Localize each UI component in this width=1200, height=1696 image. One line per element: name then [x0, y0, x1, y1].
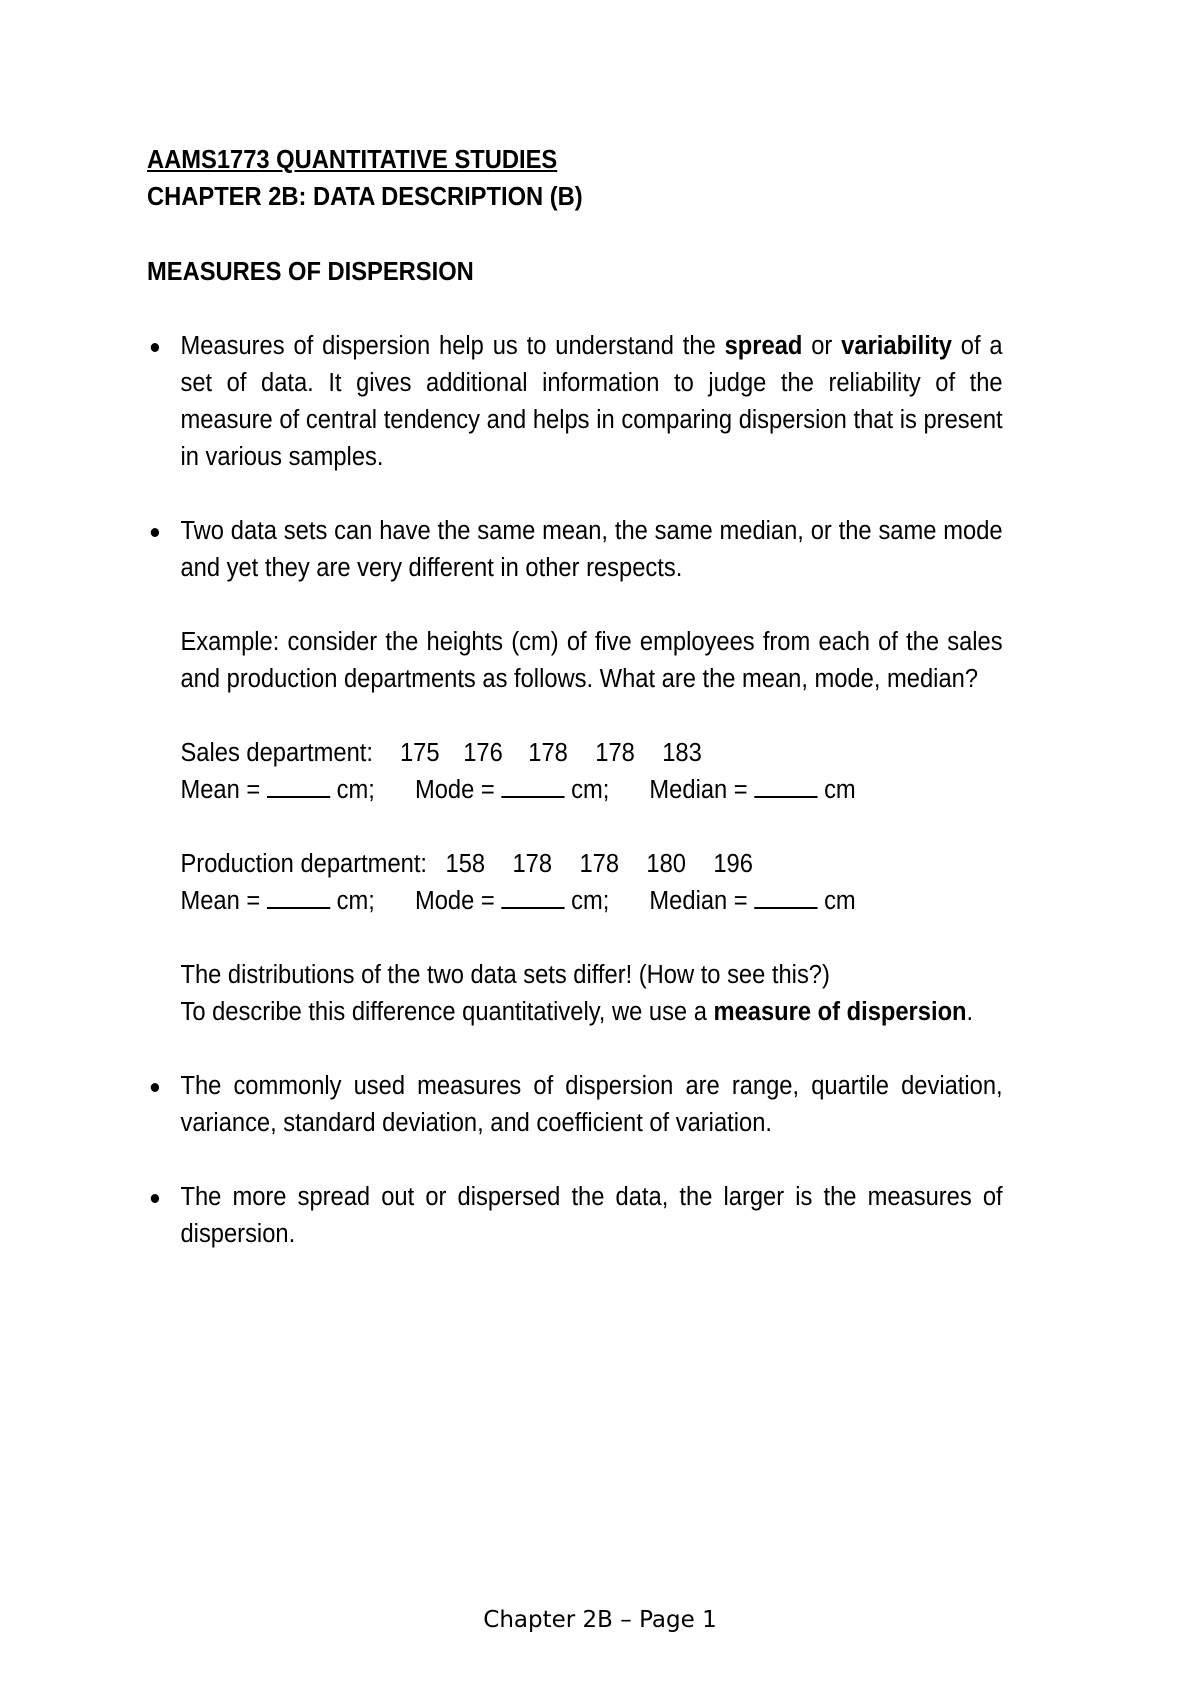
unit: cm;	[330, 887, 375, 915]
conclusion-text: .	[966, 998, 974, 1026]
production-value: 178	[512, 850, 553, 878]
production-answer-row	[180, 883, 1002, 920]
conclusion-line-2	[180, 994, 1002, 1031]
bullet-text: The commonly used measures of dispersion are range, quartile deviation, variance, standard deviation, and coefficient of variation.	[180, 1072, 1003, 1137]
bullet-dot-icon	[151, 528, 159, 537]
mode-blank	[501, 776, 564, 798]
conclusion-line-1: The distributions of the two data sets differ! (How to see this?)	[180, 961, 830, 989]
example-text: Example: consider the heights (cm) of five employees from each of the sales and production departments as follows. What are the mean, mode, median?	[180, 628, 1003, 693]
mode-blank	[501, 887, 564, 909]
bullet-text: of a set of data. It gives additional information to judge the reliability of the measure of central tendency and helps in comparing dispersion that is present in various samples.	[180, 332, 1003, 471]
median-blank	[754, 776, 817, 798]
course-title: AAMS1773 QUANTITATIVE STUDIES	[147, 146, 558, 174]
page-footer: Chapter 2B – Page 1	[483, 1607, 717, 1633]
mean-label: Mean =	[180, 776, 267, 804]
bullet-dot-icon	[151, 1083, 159, 1092]
bold-term-measure-of-dispersion: measure of dispersion	[713, 998, 967, 1026]
production-value: 196	[713, 850, 753, 878]
production-label: Production department:	[180, 850, 428, 878]
sales-value: 176	[463, 739, 503, 767]
mean-label: Mean =	[180, 887, 267, 915]
section-title: MEASURES OF DISPERSION	[147, 258, 474, 286]
production-value: 178	[579, 850, 620, 878]
unit: cm	[817, 887, 856, 915]
sales-value: 178	[528, 739, 568, 767]
sales-answer-row	[180, 772, 1002, 809]
bullet-text: Measures of dispersion help us to understand the	[180, 332, 725, 360]
bullet-text: or	[802, 332, 842, 360]
mode-label: Mode =	[414, 887, 502, 915]
median-blank	[754, 887, 817, 909]
production-value: 180	[646, 850, 686, 878]
unit: cm;	[564, 887, 610, 915]
unit: cm;	[564, 776, 610, 804]
document-page	[147, 142, 1003, 1253]
unit: cm;	[330, 776, 375, 804]
bullet-more-spread	[147, 1179, 1003, 1253]
production-row	[180, 846, 1002, 883]
sales-value: 175	[399, 739, 440, 767]
production-value: 158	[445, 850, 486, 878]
bullet-text: Two data sets can have the same mean, the same median, or the same mode and yet they are very different in other respects.	[180, 517, 1003, 582]
bullet-dot-icon	[151, 1194, 159, 1203]
bold-term-variability: variability	[841, 332, 952, 360]
conclusion-block	[147, 957, 1003, 1031]
sales-label: Sales department:	[180, 739, 373, 767]
bullet-dot-icon	[151, 343, 159, 352]
sales-block	[147, 735, 1003, 809]
bullet-common-measures	[147, 1068, 1003, 1142]
bullet-spread	[147, 328, 1003, 476]
mean-blank	[267, 887, 330, 909]
sales-row	[180, 735, 1002, 772]
sales-value: 183	[662, 739, 702, 767]
chapter-title: CHAPTER 2B: DATA DESCRIPTION (B)	[147, 183, 583, 211]
mean-blank	[267, 776, 330, 798]
bullet-text: The more spread out or dispersed the data, the larger is the measures of dispersion.	[180, 1183, 1003, 1248]
median-label: Median =	[649, 776, 755, 804]
mode-label: Mode =	[414, 776, 502, 804]
production-block	[147, 846, 1003, 920]
median-label: Median =	[649, 887, 755, 915]
unit: cm	[817, 776, 856, 804]
sales-value: 178	[595, 739, 635, 767]
bullet-same-mean	[147, 513, 1003, 587]
conclusion-text: To describe this difference quantitatively, we use a	[180, 998, 714, 1026]
bold-term-spread: spread	[724, 332, 803, 360]
